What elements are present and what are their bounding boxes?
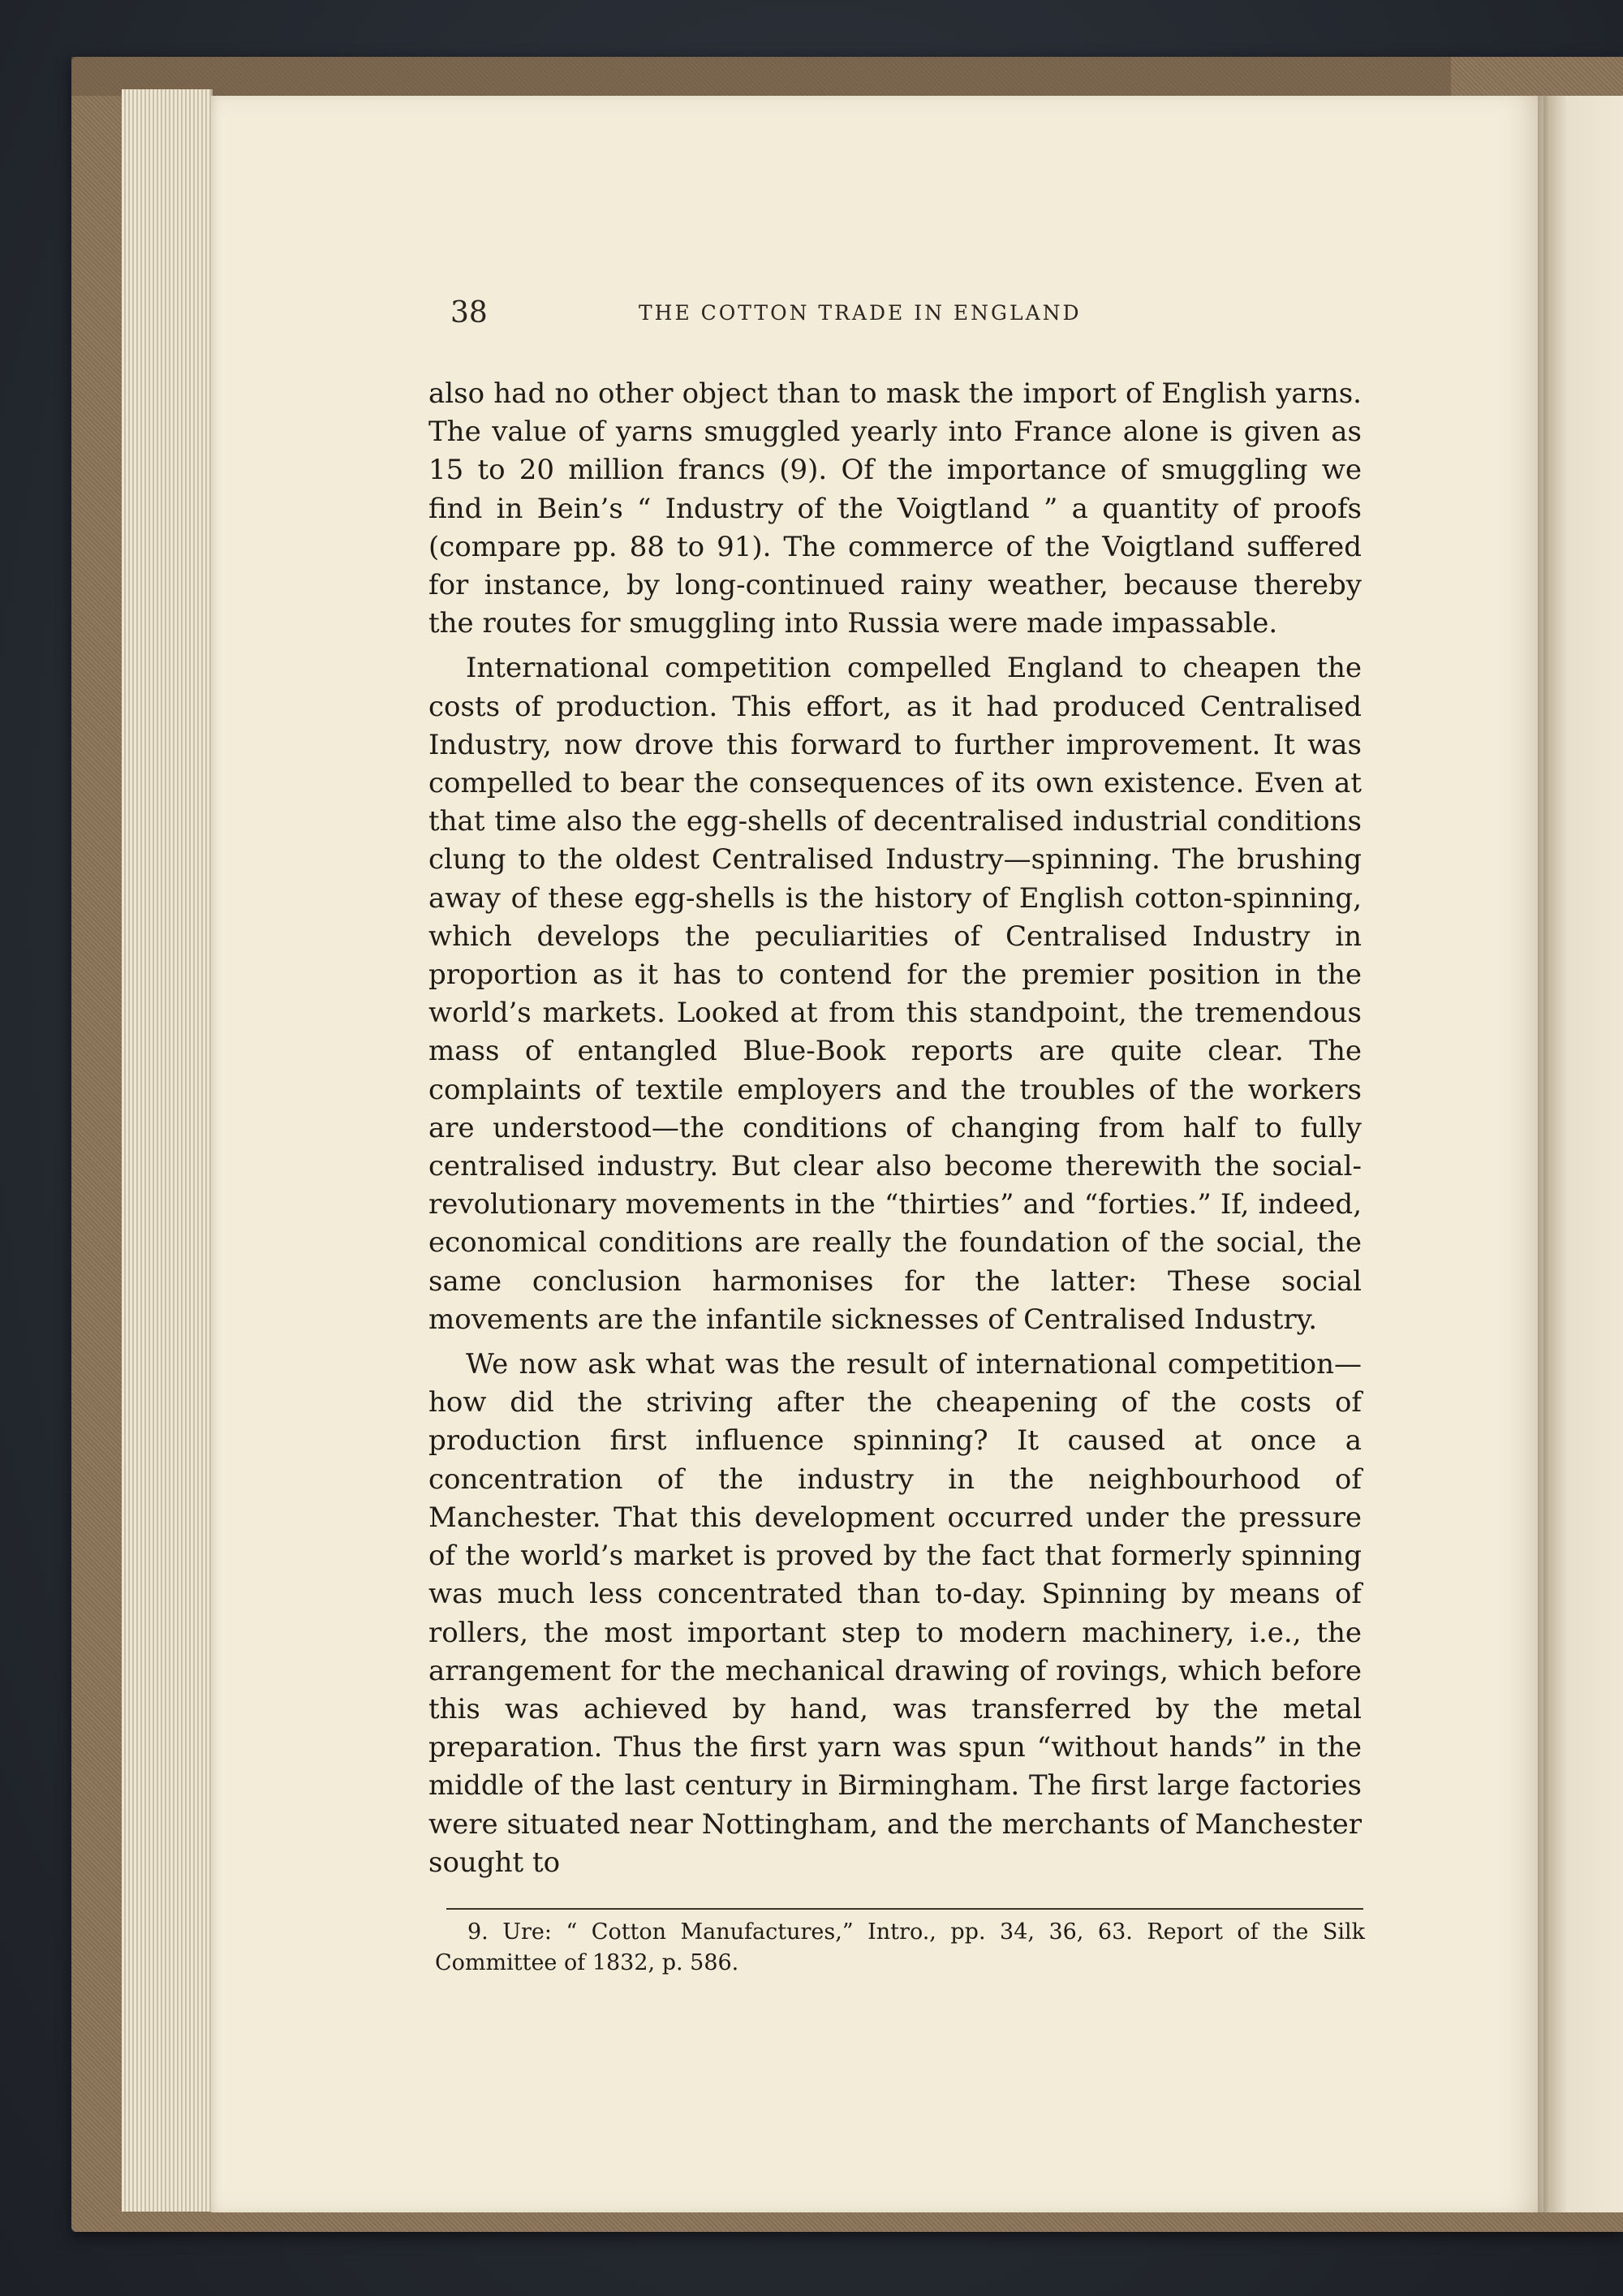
footnotes <box>435 1917 1365 1979</box>
book-cover-top-edge <box>71 57 1451 96</box>
paragraph-2: International competition compelled England to cheapen the costs of production. This effort, as it had produced Centralised Industry, now drove this forward to further improvement. It was compelled to bear the consequences of its own existence. Even at that time also the egg-shells of decentralised industrial conditions clung to the oldest Centralised Industry—spinning. The brushing away of these egg-shells is the history of English cotton-spinning, which develops the peculiarities of Centralised Industry in proportion as it has to contend for the premier position in the world’s markets. Looked at from this standpoint, the tremendous mass of entangled Blue-Book reports are quite clear. The complaints of textile employers and the troubles of the workers are understood—the conditions of changing from half to fully centralised industry. But clear also become therewith the social-revolutionary movements in the “thirties” and “forties.” If, indeed, economical conditions are really the foundation of the social, the same conclusion harmonises for the latter: These social movements are the infantile sicknesses of Centralised Industry. <box>428 652 1362 1336</box>
gutter-shadow <box>1538 96 1549 2212</box>
paragraph-3: We now ask what was the result of international competition—how did the striving after the cheapening of the costs of production first influence spinning? It caused at once a concentration of the industry in the neighbourhood of Manchester. That this development occurred under the pressure of the world’s market is proved by the fact that formerly spinning was much less concentrated than to-day. Spinning by means of rollers, the most important step to modern machinery, i.e., the arrangement for the mechanical drawing of rovings, which before this was achieved by hand, was transferred by the metal preparation. Thus the first yarn was spun “without hands” in the middle of the last century in Birmingham. The first large factories were situated near Nottingham, and the merchants of Manchester sought to <box>428 1348 1362 1879</box>
paragraph-1: also had no other object than to mask the import of English yarns. The value of yarns smuggled yearly into France alone is given as 15 to 20 million francs (9). Of the importance of smuggling we find in Bein’s “ Industry of the Voigtland ” a quantity of proofs (compare pp. 88 to 91). The commerce of the Voigtland suffered for instance, by long-continued rainy weather, because thereby the routes for smuggling into Russia were made impassable. <box>428 377 1362 640</box>
page-stack-edges <box>122 89 213 2212</box>
running-head <box>450 297 1375 330</box>
footnote-9: 9. Ure: “ Cotton Manufactures,” Intro., pp. 34, 36, 63. Report of the Silk Committee of 1832, p. 586. <box>435 1919 1365 1975</box>
facing-page-gutter <box>1543 96 1623 2212</box>
page-number: 38 <box>450 296 488 330</box>
body-text <box>428 375 1362 1882</box>
running-title: THE COTTON TRADE IN ENGLAND <box>639 301 1082 325</box>
footnote-divider <box>446 1908 1363 1910</box>
